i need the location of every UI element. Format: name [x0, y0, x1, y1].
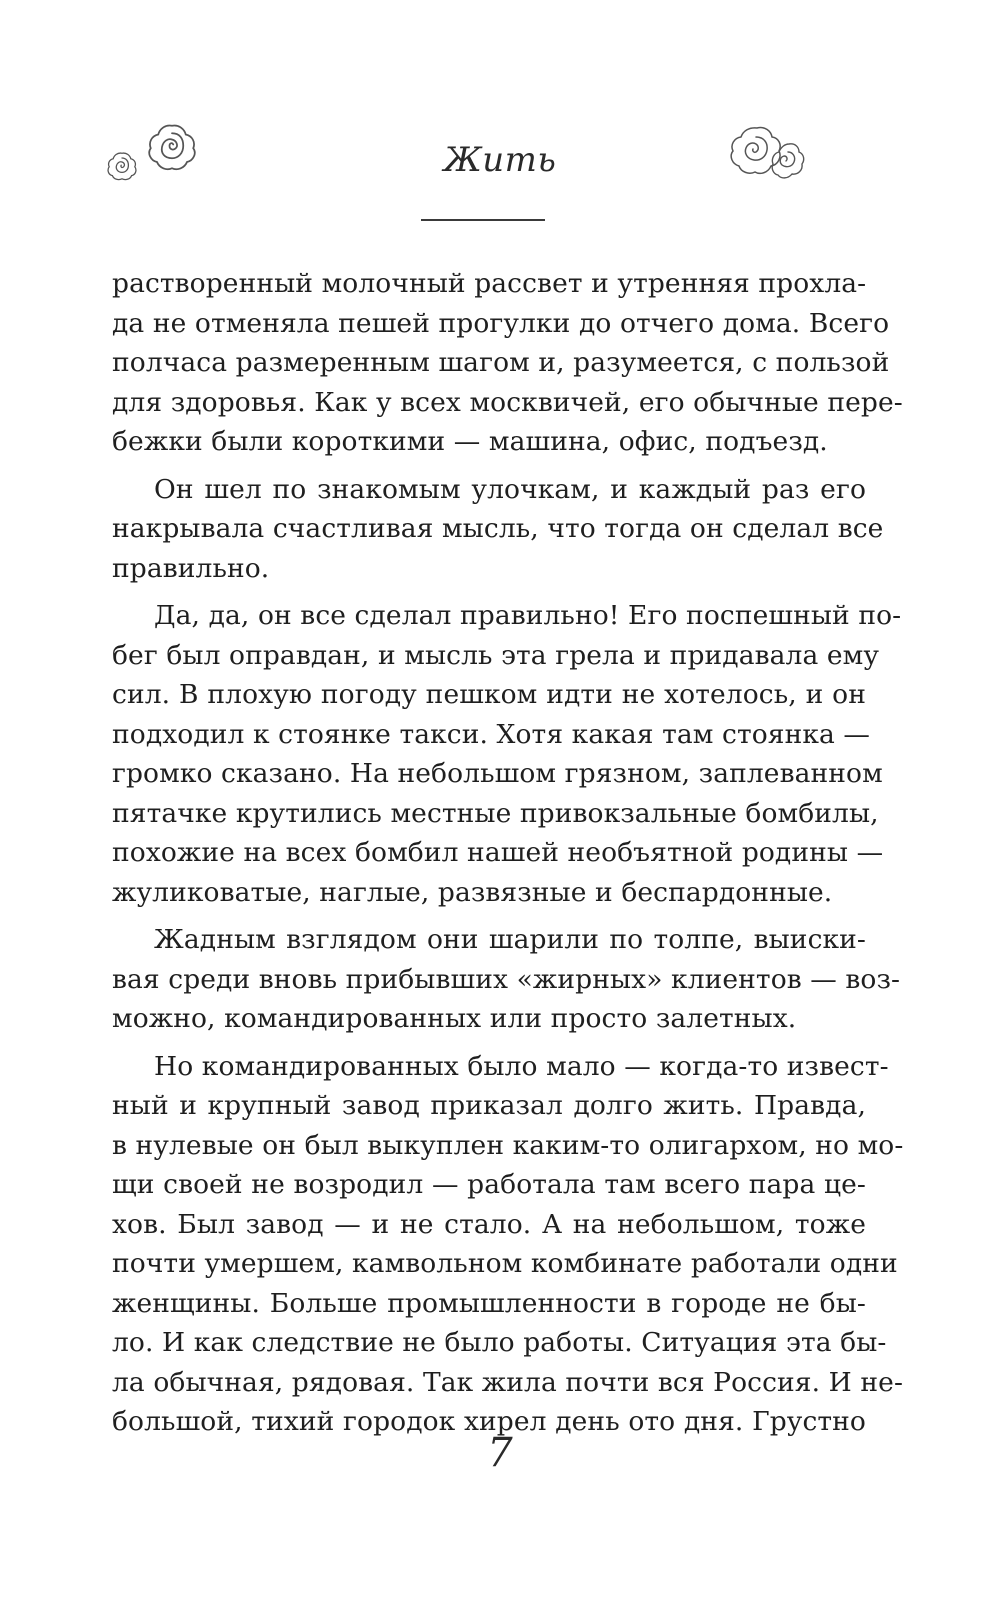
text-line: жуликоватые, наглые, развязные и беспардонные. — [112, 876, 833, 908]
text-line: можно, командированных или просто залетных. — [112, 1003, 797, 1034]
text-line: ло. И как следствие не было работы. Ситуация эта бы- — [112, 1327, 887, 1358]
text-line: Жадным взглядом они шарили по толпе, выиски- — [154, 924, 866, 955]
text-line: большой, тихий городок хирел день ото дня. Грустно — [112, 1406, 866, 1437]
text-line: громко сказано. На небольшом грязном, заплеванном — [112, 758, 883, 789]
text-line: вая среди вновь прибывших «жирных» клиентов — воз- — [112, 963, 901, 995]
text-line: Да, да, он все сделал правильно! Его поспешный по- — [154, 600, 902, 631]
text-line: в нулевые он был выкуплен каким-то олигархом, но мо- — [112, 1129, 904, 1161]
text-line: полчаса размеренным шагом и, разумеется, с пользой — [112, 347, 890, 378]
page-number: 7 — [487, 1430, 513, 1476]
text-line: пятачке крутились местные привокзальные бомбилы, — [112, 797, 879, 829]
text-line: хов. Был завод — и не стало. А на небольшом, тоже — [112, 1208, 866, 1240]
page-header — [0, 0, 1000, 240]
running-title: Жить — [443, 140, 557, 180]
text-line: ный и крупный завод приказал долго жить. Правда, — [112, 1090, 866, 1121]
text-line: бег был оправдан, и мысль эта грела и придавала ему — [112, 639, 880, 671]
text-line: сил. В плохую погоду пешком идти не хотелось, и он — [112, 679, 866, 710]
text-line: накрывала счастливая мысль, что тогда он сделал все — [112, 513, 884, 544]
text-line: для здоровья. Как у всех москвичей, его обычные пере- — [112, 386, 903, 418]
text-line: Но командированных было мало — когда-то извест- — [154, 1050, 889, 1082]
text-line: бежки были короткими — машина, офис, подъезд. — [112, 426, 828, 457]
text-line: почти умершем, камвольном комбинате работали одни — [112, 1248, 898, 1279]
text-line: ла обычная, рядовая. Так жила почти вся Россия. И не- — [112, 1366, 904, 1398]
text-line: подходил к стоянке такси. Хотя какая там стоянка — — [112, 718, 871, 750]
title-divider — [421, 219, 545, 221]
text-line: женщины. Больше промышленности в городе не бы- — [112, 1287, 866, 1319]
text-line: похожие на всех бомбил нашей необъятной родины — — [112, 837, 884, 868]
text-line: правильно. — [112, 552, 270, 584]
text-line: Он шел по знакомым улочкам, и каждый раз его — [154, 473, 866, 505]
text-line: да не отменяла пешей прогулки до отчего дома. Всего — [112, 307, 890, 339]
text-line: щи своей не возродил — работала там всего пара це- — [112, 1169, 866, 1200]
rose-icon — [727, 122, 807, 184]
text-line: растворенный молочный рассвет и утренняя прохла- — [112, 268, 867, 299]
body-text — [112, 264, 904, 1442]
